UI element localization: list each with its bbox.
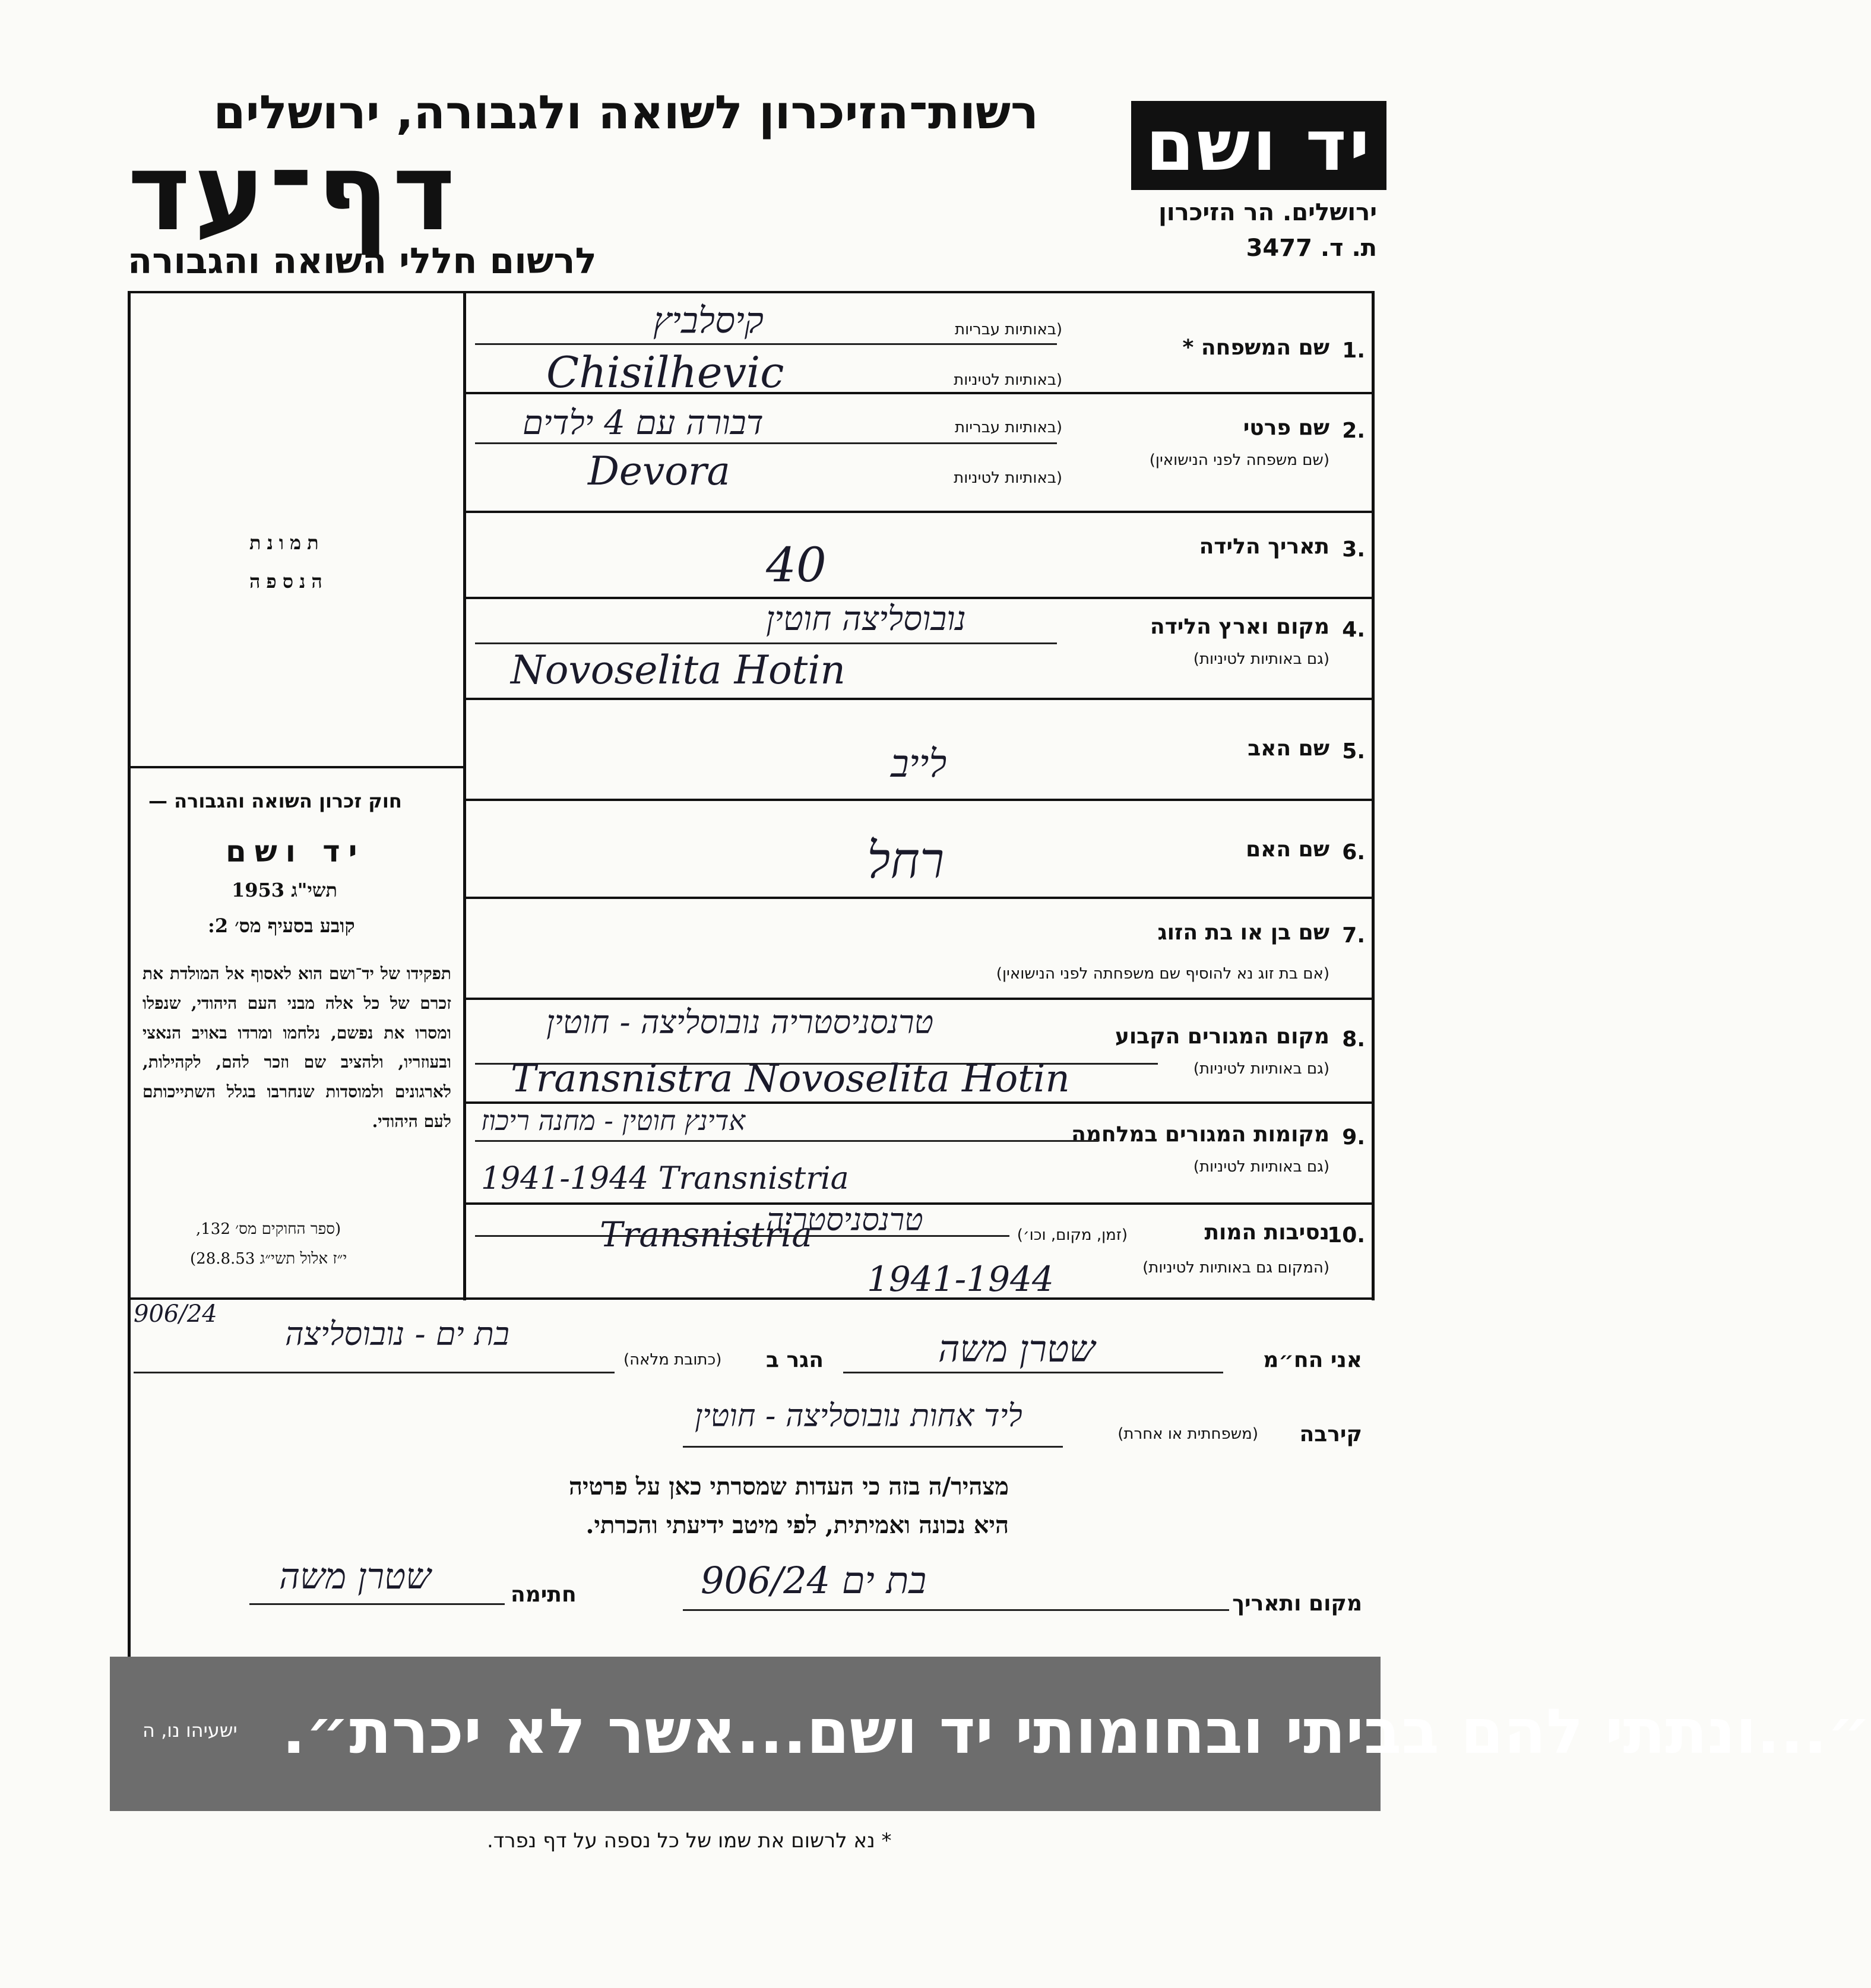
signature-value[interactable]: שטרן משה (279, 1556, 431, 1597)
field9-value-line1[interactable]: אדינץ חוטין - מחנה ריכוז (481, 1104, 746, 1137)
kinship-hint: (משפחתית או אחרת) (1117, 1425, 1258, 1443)
frame-right-line (1372, 291, 1375, 1300)
field9-label: מקומות המגורים במלחמה (1071, 1122, 1329, 1147)
field6-label: שם האם (1246, 837, 1329, 862)
field6-number: 6. (1342, 840, 1365, 865)
law-year: תשי"ג 1953 (232, 879, 337, 901)
field8-number: 8. (1342, 1027, 1365, 1052)
field8-value-latin[interactable]: Transnistra Novoselita Hotin (511, 1057, 1070, 1101)
field2-hint-hebrew: (באותיות עבריות (955, 419, 1062, 436)
field9-number: 9. (1342, 1125, 1365, 1150)
field9-sublabel: (גם באותיות לטיניות) (1193, 1158, 1329, 1176)
statement-line2: היא נכונה ואמיתית, לפי מיטב ידיעתי והכרתי. (585, 1511, 1009, 1539)
place-date-label: מקום ותאריך (1232, 1591, 1362, 1616)
declarant-name-value[interactable]: שטרן משה (938, 1327, 1096, 1370)
signature-line (249, 1603, 505, 1605)
field1-hint-latin: (באותיות לטיניות (954, 371, 1062, 389)
field-divider (463, 1101, 1372, 1104)
field9-underline (475, 1140, 1098, 1142)
field8-value-hebrew[interactable]: טרנסניסטריה נובוסליצה - חוטין (546, 1004, 934, 1041)
field3-value[interactable]: 40 (766, 537, 827, 593)
field9-value-line2[interactable]: 1941-1944 Transnistria (481, 1161, 849, 1196)
address-number[interactable]: 906/24 (134, 1300, 217, 1328)
field8-label: מקום המגורים הקבוע (1115, 1024, 1329, 1049)
field3-label: תאריך הלידה (1199, 534, 1329, 559)
frame-top-line (128, 291, 1375, 293)
photo-label-line1: תמונת (249, 531, 325, 554)
field10-number: 10. (1327, 1223, 1365, 1248)
address-value[interactable]: בת ים - נובוסליצה (285, 1315, 509, 1353)
quote-text: ״...ונתתי להם בביתי ובחומותי יד ושם...אשר לא יכרת״. (282, 1695, 1871, 1768)
field-divider (463, 597, 1372, 599)
field2-number: 2. (1342, 419, 1365, 443)
field4-value-hebrew[interactable]: נובוסליצה חוטין (766, 600, 966, 638)
field10-label: נסיבות המות (1204, 1220, 1329, 1245)
field10-label-hint: (זמן, מקום, וכו׳) (1017, 1226, 1128, 1244)
fields-bottom-line (128, 1297, 1375, 1300)
field2-value-latin[interactable]: Devora (588, 448, 730, 494)
statement-line1: מצהיר/ה בזה כי העדות שמסרתי כאן על פרטיה (568, 1473, 1009, 1501)
field1-label: שם המשפחה * (1182, 335, 1329, 360)
form-subtitle: לרשום חללי השואה והגבורה (128, 240, 597, 282)
field2-label: שם פרטי (1243, 416, 1329, 440)
field4-number: 4. (1342, 618, 1365, 642)
photo-label-line2: הנספה (249, 570, 328, 593)
field7-label: שם בן או בת הזוג (1157, 920, 1329, 945)
field2-sublabel: (שם משפחה לפני הנישואין) (1149, 451, 1329, 469)
field6-value[interactable]: רחל (867, 831, 945, 889)
field4-sublabel: (גם באותיות לטיניות) (1193, 650, 1329, 668)
field-divider (463, 698, 1372, 700)
field2-underline-hebrew (475, 442, 1057, 444)
field8-sublabel: (גם באותיות לטיניות) (1193, 1060, 1329, 1078)
field10-sublabel: (המקום גם באותיות לטיניות) (1142, 1259, 1329, 1277)
law-ref1: (ספר החוקים מס׳ 132, (196, 1220, 341, 1238)
frame-left-line (128, 291, 131, 1657)
field3-number: 3. (1342, 537, 1365, 562)
kinship-value[interactable]: ליד אחות נובוסליצה - חוטין (695, 1398, 1022, 1434)
yad-vashem-logo: יד ושם (1131, 101, 1386, 190)
law-ref2: י״ז אלול תשי״ג 28.8.53) (190, 1250, 347, 1268)
field10-value-hebrew[interactable]: טרנסניסטריה (766, 1202, 923, 1238)
field10-value-years[interactable]: 1941-1944 (867, 1259, 1054, 1299)
column-divider (463, 291, 466, 1300)
institution-location: ירושלים. הר הזיכרון (1158, 199, 1377, 226)
field2-value-hebrew[interactable]: דבורה עם 4 ילדים (523, 404, 764, 442)
kinship-label: קירבה (1299, 1422, 1362, 1446)
signature-label: חתימה (511, 1582, 577, 1607)
field7-sublabel: (אם בת זוג נא להוסיף שם משפחתה לפני הנישואין) (996, 965, 1329, 983)
field4-value-latin[interactable]: Novoselita Hotin (511, 647, 846, 693)
field2-hint-latin: (באותיות לטיניות (954, 469, 1062, 487)
field7-number: 7. (1342, 923, 1365, 948)
field1-underline-hebrew (475, 343, 1057, 345)
photo-box-bottom (128, 766, 463, 768)
field10-value-latin[interactable]: Transnistria (600, 1214, 812, 1255)
quote-source: ישעיהו נו, ה (143, 1719, 238, 1742)
field1-value-hebrew[interactable]: קיסלביץ (653, 300, 764, 341)
po-box: ת. ד. 3477 (1246, 235, 1377, 262)
resides-label: הגר ב (766, 1348, 824, 1372)
form-name: דף־עד (128, 131, 459, 255)
address-hint: (כתובת מלאה) (623, 1351, 722, 1369)
declarant-label: אני הח״מ (1263, 1348, 1362, 1372)
field-divider (463, 511, 1372, 513)
place-date-line (683, 1609, 1229, 1611)
kinship-line (683, 1446, 1063, 1448)
law-clause: קובע בסעיף מס׳ 2: (208, 914, 355, 937)
institution-title: רשות־הזיכרון לשואה ולגבורה, ירושלים (213, 86, 1039, 140)
field5-value[interactable]: לייב (891, 742, 947, 786)
field5-number: 5. (1342, 739, 1365, 764)
declarant-name-line (843, 1372, 1223, 1373)
place-date-value[interactable]: בת ים 906/24 (701, 1559, 927, 1602)
field-divider (463, 799, 1372, 801)
law-title: חוק זכרון השואה והגבורה — (148, 790, 402, 812)
field4-underline (475, 642, 1057, 644)
field1-number: 1. (1342, 338, 1365, 363)
law-text: תפקידו של יד־ושם הוא לאסוף אל המולדת את זכרם של כל אלה מבני העם היהודי, שנפלו ומסרו את נפשם, נלחמו ומרדו באויב הנאצי ובעוזריו, ולהציב שם וזכר להם, לקהילות, לארגונים ולמוסדות שנחרבו בגלל השתייכותם לעם היהודי. (143, 964, 451, 1132)
field-divider (463, 897, 1372, 899)
field5-label: שם האב (1248, 736, 1329, 761)
field1-hint-hebrew: (באותיות עבריות (955, 321, 1062, 338)
address-line (134, 1372, 615, 1373)
footnote: * נא לרשום את שמו של כל נספה על דף נפרד. (487, 1829, 892, 1853)
field1-value-latin[interactable]: Chisilhevic (546, 347, 784, 397)
field-divider (463, 998, 1372, 1000)
field4-label: מקום וארץ הלידה (1150, 615, 1329, 639)
law-name: יד ושם (226, 834, 366, 869)
